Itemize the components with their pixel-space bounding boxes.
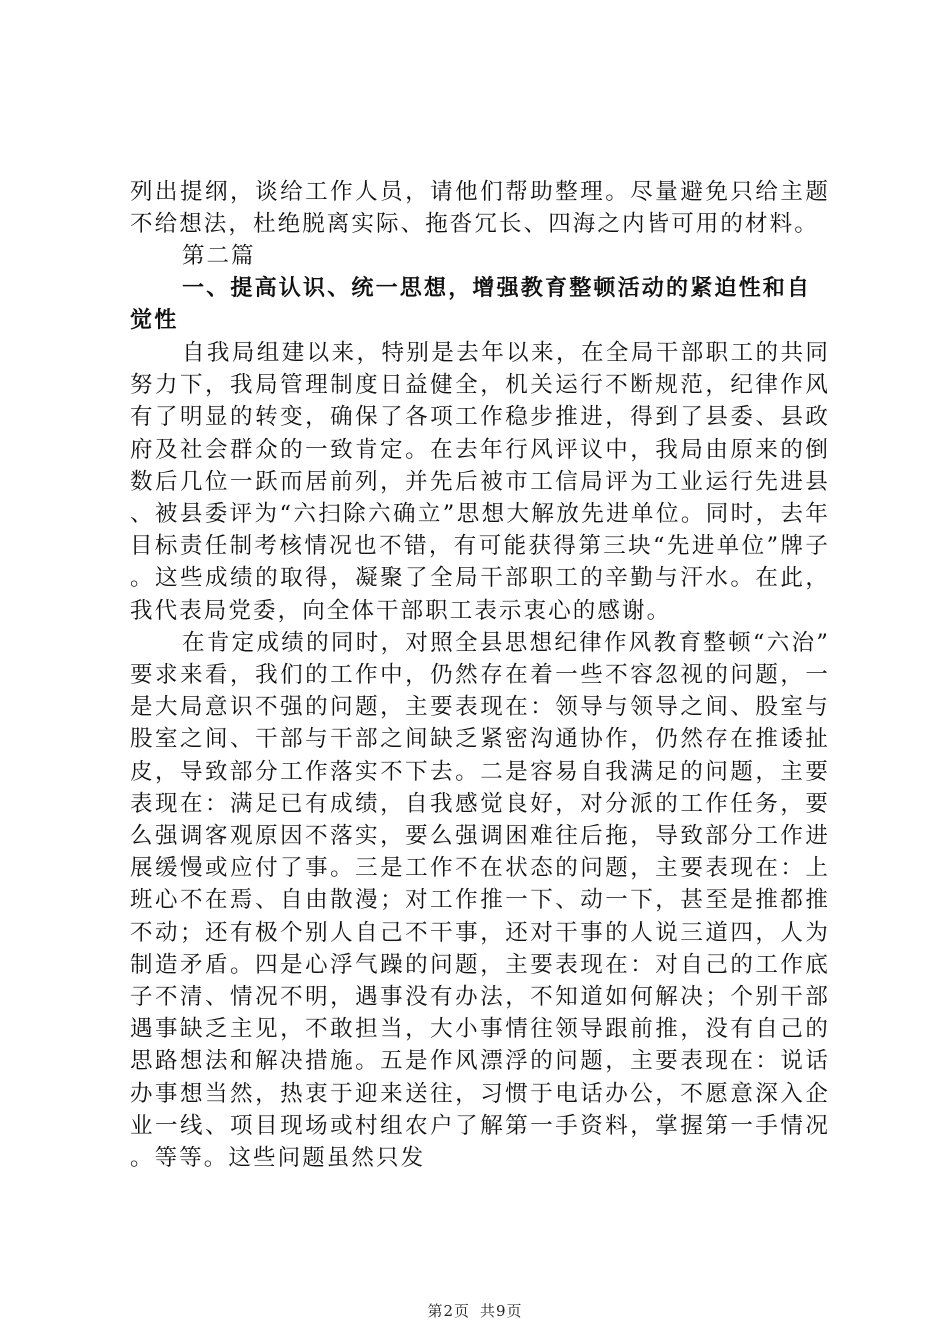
section-heading: 一、提高认识、统一思想，增强教育整顿活动的紧迫性和自觉性: [130, 275, 812, 333]
document-body: [130, 176, 830, 1174]
body-paragraph-achievements: 自我局组建以来，特别是去年以来，在全局干部职工的共同努力下，我局管理制度日益健全，机关运行不断规范，纪律作风有了明显的转变，确保了各项工作稳步推进，得到了县委、县政府及社会群众的一致肯定。在去年行风评议中，我局由原来的倒数后几位一跃而居前列，并先后被市工信局评为工业运行先进县、被县委评为“六扫除六确立”思想大解放先进单位。同时，去年目标责任制考核情况也不错，有可能获得第三块“先进单位”牌子。这些成绩的取得，凝聚了全局干部职工的辛勤与汗水。在此，我代表局党委，向全体干部职工表示衷心的感谢。: [130, 340, 830, 624]
page-number-total: 共9页: [480, 1302, 523, 1320]
intro-paragraph: 列出提纲，谈给工作人员，请他们帮助整理。尽量避免只给主题不给想法，杜绝脱离实际、拖沓冗长、四海之内皆可用的材料。: [130, 179, 830, 238]
page-footer: [0, 1300, 950, 1321]
page-number-current: 第2页: [427, 1302, 470, 1320]
section-label: 第二篇: [182, 243, 256, 270]
body-paragraph-problems: 在肯定成绩的同时，对照全县思想纪律作风教育整顿“六治”要求来看，我们的工作中，仍然存在着一些不容忽视的问题，一是大局意识不强的问题，主要表现在：领导与领导之间、股室与股室之间、干部与干部之间缺乏紧密沟通协作，仍然存在推诿扯皮，导致部分工作落实不下去。二是容易自我满足的问题，主要表现在：满足已有成绩，自我感觉良好，对分派的工作任务，要么强调客观原因不落实，要么强调困难往后拖，导致部分工作进展缓慢或应付了事。三是工作不在状态的问题，主要表现在：上班心不在焉、自由散漫；对工作推一下、动一下，甚至是推都推不动；还有极个别人自己不干事，还对干事的人说三道四，人为制造矛盾。四是心浮气躁的问题，主要表现在：对自己的工作底子不清、情况不明，遇事没有办法，不知道如何解决；个别干部遇事缺乏主见，不敢担当，大小事情往领导跟前推，没有自己的思路想法和解决措施。五是作风漂浮的问题，主要表现在：说话办事想当然，热衷于迎来送往，习惯于电话办公，不愿意深入企业一线、项目现场或村组农户了解第一手资料，掌握第一手情况。等等。这些问题虽然只发: [130, 629, 830, 1172]
